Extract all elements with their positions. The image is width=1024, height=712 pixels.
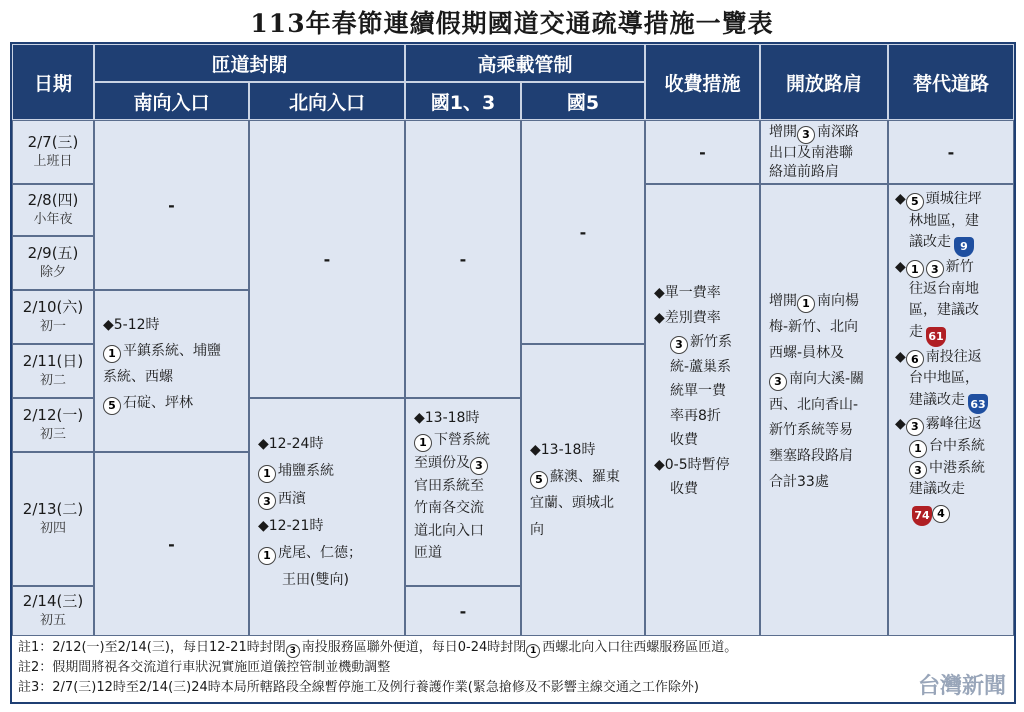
freeway-3-icon: 3 xyxy=(286,644,300,658)
toll-line-5: 統單一費 xyxy=(670,383,726,399)
north-line-2: 3 西濱 xyxy=(258,486,396,513)
shoulder-line-1: 增開 1 南向楊 xyxy=(769,289,879,315)
south-line-1: 1 平鎮系統、埔鹽 xyxy=(103,339,240,365)
freeway-3-icon: 3 xyxy=(926,260,944,278)
alt-a-2: 林地區，建 xyxy=(909,212,979,229)
date-sub: 初四 xyxy=(39,521,66,537)
provincial-9-icon: 9 xyxy=(954,237,974,257)
hov13-dash-bottom: - xyxy=(405,586,521,636)
freeway-1-icon: 1 xyxy=(797,295,815,313)
south-line-2: 系統、西螺 xyxy=(103,368,173,385)
freeway-4-icon: 4 xyxy=(932,505,950,523)
shoulder-top xyxy=(760,120,888,184)
freeway-6-icon: 6 xyxy=(906,350,924,368)
shoulder-line-2: 梅-新竹、北向 xyxy=(769,318,859,335)
date-sub: 初二 xyxy=(39,373,66,389)
shoulder-main xyxy=(760,184,888,636)
alt-b-2: 往返台南地 xyxy=(909,280,979,297)
alt-c-1: ◆ 6 南投往返 xyxy=(895,347,1009,369)
shoulder-line-5: 西、北向香山- xyxy=(769,396,859,413)
header-date: 日期 xyxy=(12,44,94,120)
date-label: 2/12(一) xyxy=(22,406,84,425)
shoulder-line-4: 3 南向大溪-關 xyxy=(769,367,879,393)
freeway-5-icon: 5 xyxy=(530,471,548,489)
date-row-2 xyxy=(12,184,94,236)
toll-line-9: 收費 xyxy=(670,481,698,497)
date-sub: 小年夜 xyxy=(33,212,73,228)
freeway-3-icon: 3 xyxy=(470,457,488,475)
freeway-3-icon: 3 xyxy=(906,418,924,436)
alt-dash: - xyxy=(888,120,1014,184)
hov5-line-2: 宜蘭、頭城北 xyxy=(530,495,614,512)
north-line-1: 1 埔鹽系統 xyxy=(258,458,396,485)
header-shoulder: 開放路肩 xyxy=(760,44,888,120)
freeway-1-icon: 1 xyxy=(258,547,276,565)
date-sub: 上班日 xyxy=(33,154,73,170)
north-line-4: 王田(雙向) xyxy=(282,572,349,589)
alt-d-5 xyxy=(895,501,1009,526)
toll-line-3: 3 新竹系 xyxy=(654,330,751,355)
hov13-time: ◆13-18時 xyxy=(414,410,480,426)
date-row-1 xyxy=(12,120,94,184)
hov13-line-4: 竹南各交流 xyxy=(414,500,484,517)
freeway-1-icon: 1 xyxy=(258,465,276,483)
date-label: 2/13(二) xyxy=(22,500,84,519)
toll-dash: - xyxy=(645,120,760,184)
shoulder-top-line-3: 絡道前路肩 xyxy=(769,164,839,181)
expressway-61-icon: 61 xyxy=(926,327,946,347)
hov5-closures xyxy=(521,344,645,636)
alt-a-1: ◆ 5 頭城往坪 xyxy=(895,189,1009,211)
shoulder-line-3: 西螺-員林及 xyxy=(769,344,845,361)
alt-d-3: 3 中港系統 xyxy=(895,458,1009,480)
date-label: 2/8(四) xyxy=(27,191,79,210)
alt-d-1: ◆ 3 霧峰往返 xyxy=(895,414,1009,436)
measures-table xyxy=(10,42,1016,704)
header-south-entry: 南向入口 xyxy=(94,82,249,120)
north-time-2: ◆12-21時 xyxy=(258,517,324,534)
freeway-3-icon: 3 xyxy=(258,492,276,510)
freeway-5-icon: 5 xyxy=(906,193,924,211)
hov13-line-5: 道北向入口 xyxy=(414,522,484,539)
hov5-dash-top: - xyxy=(521,120,645,344)
expressway-74-icon: 74 xyxy=(912,506,932,526)
expressway-63-icon: 63 xyxy=(968,394,988,414)
header-hov: 高乘載管制 xyxy=(405,44,645,82)
toll-measures xyxy=(645,184,760,636)
freeway-5-icon: 5 xyxy=(103,397,121,415)
south-dash-bottom: - xyxy=(94,452,249,636)
watermark-logo: 台灣新聞 xyxy=(917,674,1006,699)
hov13-dash-top: - xyxy=(405,120,521,398)
north-line-3: 1 虎尾、仁德； xyxy=(258,540,396,567)
date-row-3 xyxy=(12,236,94,290)
date-label: 2/14(三) xyxy=(22,592,84,611)
toll-line-6: 率再8折 xyxy=(670,407,721,424)
date-row-6 xyxy=(12,398,94,452)
toll-line-8: ◆0-5時暫停 xyxy=(654,456,730,473)
alt-routes xyxy=(888,184,1014,636)
header-north-entry: 北向入口 xyxy=(249,82,405,120)
shoulder-line-6: 新竹系統等易 xyxy=(769,422,853,439)
header-nat5: 國5 xyxy=(521,82,645,120)
north-time-1: ◆12-24時 xyxy=(258,436,324,452)
date-label: 2/7(三) xyxy=(27,133,79,152)
alt-d-2: 1 台中系統 xyxy=(895,436,1009,458)
date-sub: 初三 xyxy=(39,427,66,443)
date-sub: 初五 xyxy=(39,613,66,629)
hov13-line-1: 1 下營系統 xyxy=(414,429,512,452)
south-line-3: 5 石碇、坪林 xyxy=(103,391,240,417)
date-sub: 初一 xyxy=(39,319,66,335)
date-row-8 xyxy=(12,586,94,636)
page-title: 113年春節連續假期國道交通疏導措施一覽表 xyxy=(250,9,774,38)
toll-line-1: ◆單一費率 xyxy=(654,285,721,301)
freeway-1-icon: 1 xyxy=(909,440,927,458)
freeway-3-icon: 3 xyxy=(769,373,787,391)
shoulder-top-line-1: 增開 3 南深路 xyxy=(769,123,879,144)
shoulder-top-line-2: 出口及南港聯 xyxy=(769,145,853,162)
alt-b-4: 走 61 xyxy=(895,322,1009,347)
hov13-closures xyxy=(405,398,521,586)
north-entry-closures xyxy=(249,398,405,636)
alt-b-3: 區，建議改 xyxy=(909,302,979,319)
hov5-time: ◆13-18時 xyxy=(530,442,596,458)
toll-line-4: 統-蘆巢系 xyxy=(670,358,732,375)
note-2: 註2：假期間將視各交流道行車狀況實施匝道儀控管制並機動調整 xyxy=(18,660,391,675)
notes-section xyxy=(12,636,1014,702)
hov5-line-3: 向 xyxy=(530,521,544,538)
shoulder-line-7: 壅塞路段路肩 xyxy=(769,448,853,465)
freeway-3-icon: 3 xyxy=(797,126,815,144)
toll-line-7: 收費 xyxy=(670,432,698,448)
freeway-3-icon: 3 xyxy=(670,336,688,354)
date-label: 2/11(日) xyxy=(22,352,84,371)
freeway-1-icon: 1 xyxy=(526,644,540,658)
shoulder-line-8: 合計33處 xyxy=(769,474,829,491)
alt-d-4: 建議改走 xyxy=(909,481,965,498)
date-label: 2/9(五) xyxy=(27,244,79,263)
hov13-line-3: 官田系統至 xyxy=(414,477,484,494)
south-dash-top: - xyxy=(94,120,249,290)
toll-line-2: ◆差別費率 xyxy=(654,309,721,326)
header-ramp-closure: 匝道封閉 xyxy=(94,44,405,82)
header-toll: 收費措施 xyxy=(645,44,760,120)
hov5-line-1: 5 蘇澳、羅東 xyxy=(530,464,636,491)
date-row-5 xyxy=(12,344,94,398)
hov13-line-2: 至頭份及 3 xyxy=(414,452,512,475)
alt-c-2: 台中地區， xyxy=(909,370,979,387)
freeway-1-icon: 1 xyxy=(414,434,432,452)
freeway-1-icon: 1 xyxy=(906,260,924,278)
header-nat13: 國1、3 xyxy=(405,82,521,120)
note-1: 註1：2/12(一)至2/14(三)，每日12-21時封閉 3 南投服務區聯外便道，每日0-24時封閉 1 西螺北向入口往西螺服務區匝道。 xyxy=(18,640,738,656)
south-entry-closures xyxy=(94,290,249,452)
freeway-3-icon: 3 xyxy=(909,461,927,479)
alt-b-1: ◆ 1 3 新竹 xyxy=(895,257,1009,279)
date-label: 2/10(六) xyxy=(22,298,84,317)
freeway-1-icon: 1 xyxy=(103,345,121,363)
header-alt-route: 替代道路 xyxy=(888,44,1014,120)
north-dash-top: - xyxy=(249,120,405,398)
note-3: 註3：2/7(三)12時至2/14(三)24時本局所轄路段全線暫停施工及例行養護作業(緊急搶修及不影響主線交通之工作除外) xyxy=(18,680,699,695)
date-sub: 除夕 xyxy=(39,265,66,281)
alt-c-3: 建議改走 63 xyxy=(895,390,1009,415)
alt-a-3: 議改走 9 xyxy=(895,232,1009,257)
south-time: ◆5-12時 xyxy=(103,317,160,333)
date-row-4 xyxy=(12,290,94,344)
date-row-7 xyxy=(12,452,94,586)
hov13-line-6: 匝道 xyxy=(414,545,442,562)
